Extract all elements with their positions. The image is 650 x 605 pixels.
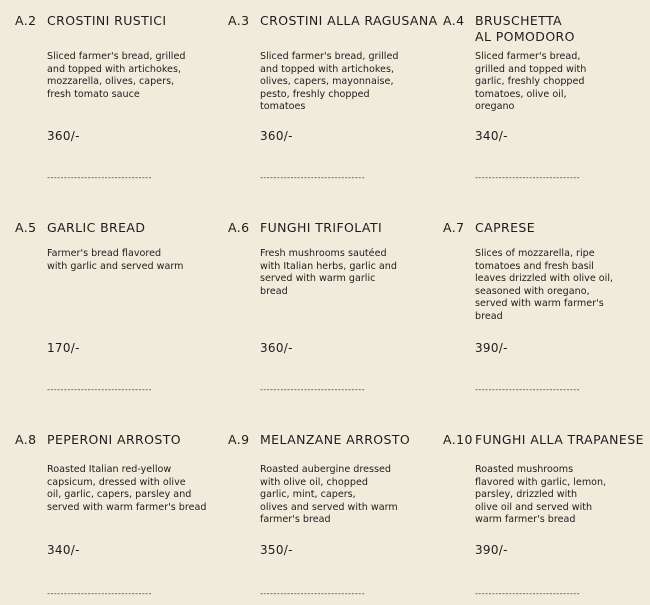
item-code: A.2: [15, 13, 37, 28]
item-description: Sliced farmer's bread, grilled and topped with artichokes, mozzarella, olives, capers, fresh tomato sauce: [47, 51, 186, 100]
item-name: BRUSCHETTA AL POMODORO: [475, 13, 575, 44]
item-code: A.9: [228, 432, 250, 447]
item-code: A.4: [443, 13, 465, 28]
item-code: A.3: [228, 13, 250, 28]
item-description: Fresh mushrooms sautéed with Italian herbs, garlic and served with warm garlic bread: [260, 248, 397, 297]
item-code: A.6: [228, 220, 250, 235]
item-price: 170/-: [47, 341, 80, 355]
item-name: FUNGHI TRIFOLATI: [260, 220, 383, 235]
item-divider: -------------------------------: [260, 589, 365, 598]
item-name: MELANZANE ARROSTO: [260, 432, 411, 447]
item-divider: -------------------------------: [47, 385, 152, 394]
item-divider: -------------------------------: [475, 589, 580, 598]
item-name: CROSTINI RUSTICI: [47, 13, 167, 28]
item-name: CAPRESE: [475, 220, 536, 235]
item-divider: -------------------------------: [475, 173, 580, 182]
item-description: Sliced farmer's bread, grilled and topped with artichokes, olives, capers, mayonnaise, pesto, freshly chopped tomatoes: [260, 51, 399, 113]
item-price: 340/-: [47, 543, 80, 557]
item-divider: -------------------------------: [47, 173, 152, 182]
item-description: Roasted mushrooms flavored with garlic, lemon, parsley, drizzled with olive oil and served with warm farmer's bread: [475, 464, 607, 526]
item-price: 350/-: [260, 543, 293, 557]
item-description: Farmer's bread flavored with garlic and served warm: [47, 248, 184, 272]
item-code: A.7: [443, 220, 465, 235]
item-name: GARLIC BREAD: [47, 220, 146, 235]
item-price: 360/-: [260, 341, 293, 355]
item-divider: -------------------------------: [260, 385, 365, 394]
item-code: A.5: [15, 220, 37, 235]
item-price: 390/-: [475, 341, 508, 355]
item-name: FUNGHI ALLA TRAPANESE: [475, 432, 644, 447]
item-description: Slices of mozzarella, ripe tomatoes and fresh basil leaves drizzled with olive oil, seasoned with oregano, served with warm farmer's bread: [475, 248, 614, 322]
item-divider: -------------------------------: [475, 385, 580, 394]
item-price: 390/-: [475, 543, 508, 557]
item-price: 360/-: [47, 129, 80, 143]
item-description: Roasted aubergine dressed with olive oil, chopped garlic, mint, capers, olives and served with warm farmer's bread: [260, 464, 398, 526]
item-divider: -------------------------------: [260, 173, 365, 182]
item-code: A.10: [443, 432, 473, 447]
item-name: CROSTINI ALLA RAGUSANA: [260, 13, 438, 28]
item-name: PEPERONI ARROSTO: [47, 432, 181, 447]
item-price: 340/-: [475, 129, 508, 143]
item-description: Roasted Italian red-yellow capsicum, dressed with olive oil, garlic, capers, parsley and served with warm farmer's bread: [47, 464, 207, 513]
item-description: Sliced farmer's bread, grilled and topped with garlic, freshly chopped tomatoes, olive oil, oregano: [475, 51, 587, 113]
item-code: A.8: [15, 432, 37, 447]
item-divider: -------------------------------: [47, 589, 152, 598]
item-price: 360/-: [260, 129, 293, 143]
